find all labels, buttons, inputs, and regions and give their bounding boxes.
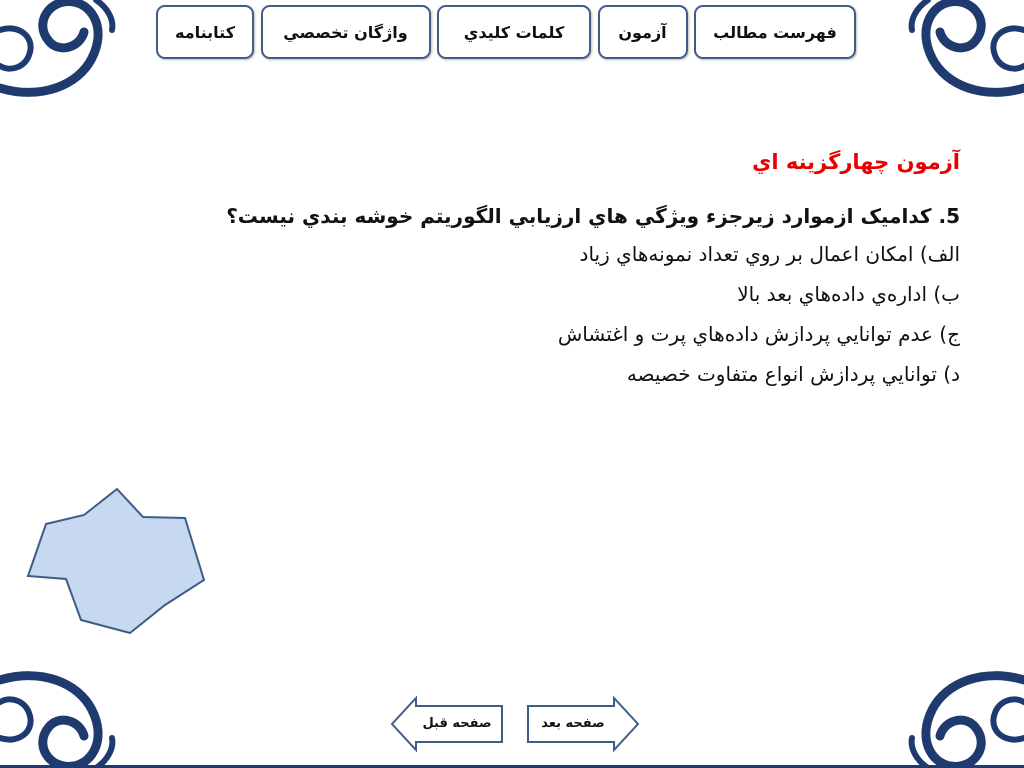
corner-ornament-bottom-right <box>904 668 1024 768</box>
corner-ornament-top-left <box>0 0 120 100</box>
keywords-button[interactable]: كلمات كليدي <box>437 5 591 59</box>
seven-point-star-icon <box>26 488 206 634</box>
option-c[interactable]: ج) عدم توانايي پردازش داده‌هاي پرت و اغتشاش <box>557 322 960 346</box>
top-navigation <box>156 4 856 60</box>
corner-ornament-bottom-left <box>0 668 120 768</box>
swirl-ornament-icon <box>904 668 1024 768</box>
previous-page-button[interactable] <box>390 696 504 752</box>
swirl-ornament-icon <box>0 0 120 100</box>
exam-content <box>200 150 960 402</box>
option-d[interactable]: د) توانايي پردازش انواع متفاوت خصيصه <box>626 362 960 386</box>
swirl-ornament-icon <box>904 0 1024 100</box>
exam-title: آزمون چهارگزينه اي <box>752 150 960 174</box>
question-text: 5. كداميک ازموارد زيرجزء ويژگي هاي ارزيابي الگوريتم خوشه بندي نيست؟ <box>226 204 960 228</box>
glossary-button[interactable]: واژگان تخصصي <box>261 5 431 59</box>
exam-button[interactable]: آزمون <box>598 5 688 59</box>
option-a[interactable]: الف) امكان اعمال بر روي تعداد نمونه‌هاي زياد <box>579 242 960 266</box>
swirl-ornament-icon <box>0 668 120 768</box>
next-page-label: صفحه بعد <box>541 716 605 731</box>
table-of-contents-button[interactable]: فهرست مطالب <box>694 5 856 59</box>
previous-page-label: صفحه قبل <box>422 716 492 731</box>
option-b[interactable]: ب) اداره‌ي داده‌هاي بعد بالا <box>737 282 960 306</box>
star-shape <box>26 488 206 634</box>
bibliography-button[interactable]: كتابنامه <box>156 5 254 59</box>
corner-ornament-top-right <box>904 0 1024 100</box>
next-page-button[interactable] <box>526 696 640 752</box>
